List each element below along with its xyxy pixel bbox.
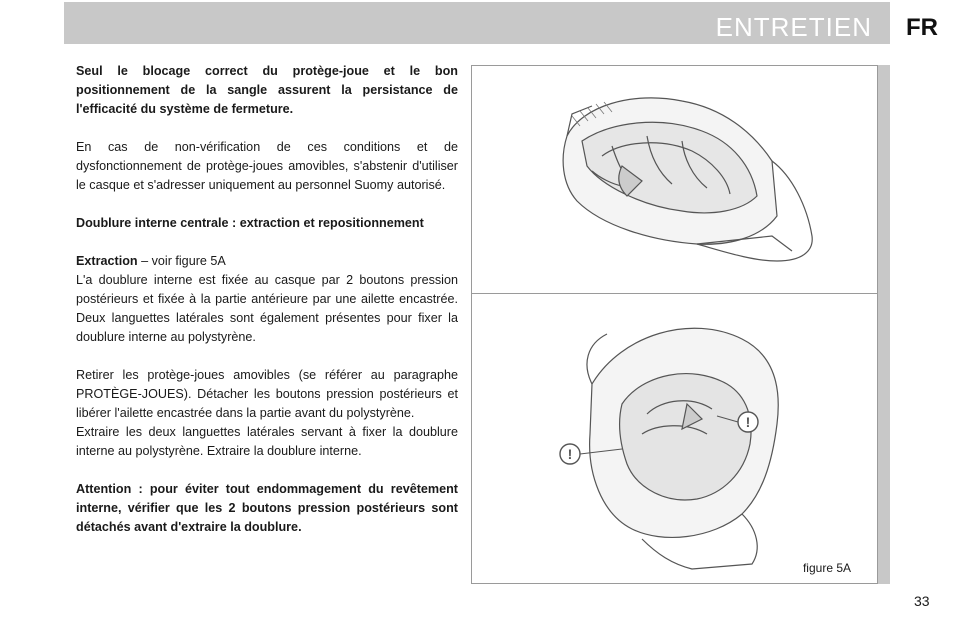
language-code: FR [906,14,938,41]
svg-text:!: ! [745,414,751,430]
svg-text:!: ! [567,446,573,462]
helmet-illustration-bottom [472,294,877,584]
extraction-paragraph [76,252,458,347]
figure-frame [471,65,878,584]
warning-paragraph: En cas de non-vérification de ces conditions et de dysfonctionnement de protège-joues amovibles, s'abstenir d'utiliser le casque et s'adresser uniquement au personnel Suomy autorisé. [76,140,458,192]
figure-side-bar [878,65,890,584]
section-heading: Doublure interne centrale : extraction et repositionnement [76,216,424,230]
extraction-label: Extraction [76,254,138,268]
attention-paragraph: Attention : pour éviter tout endommagement du revêtement interne, vérifier que les 2 boutons pression postérieurs sont détachés avant d'extraire la doublure. [76,482,458,534]
section-title: ENTRETIEN [715,12,872,42]
page-number: 33 [914,593,930,609]
remove-paragraph [76,366,458,461]
extraction-text: L'a doublure interne est fixée au casque par 2 boutons pression postérieurs et fixée à la partie antérieure par une ailette encastrée. Deux languettes latérales sont également présentes pour fixer la doublure interne au polystyrène. [76,273,458,344]
remove-text-1: Retirer les protège-joues amovibles (se référer au paragraphe PROTÈGE-JOUES). Détacher les boutons pression postérieurs et libérer l'ailette encastrée dans la partie avant du polystyrène. [76,368,458,420]
extraction-ref: – voir figure 5A [137,254,226,268]
remove-text-2: Extraire les deux languettes latérales servant à fixer la doublure interne au polystyrène. Extraire la doublure interne. [76,425,458,458]
intro-paragraph: Seul le blocage correct du protège-joue et le bon positionnement de la sangle assurent la persistance de l'efficacité du système de fermeture. [76,64,458,116]
helmet-illustration-top [472,66,877,292]
figure-caption: figure 5A [802,561,851,575]
text-column [76,62,458,556]
header-bar [64,2,890,44]
